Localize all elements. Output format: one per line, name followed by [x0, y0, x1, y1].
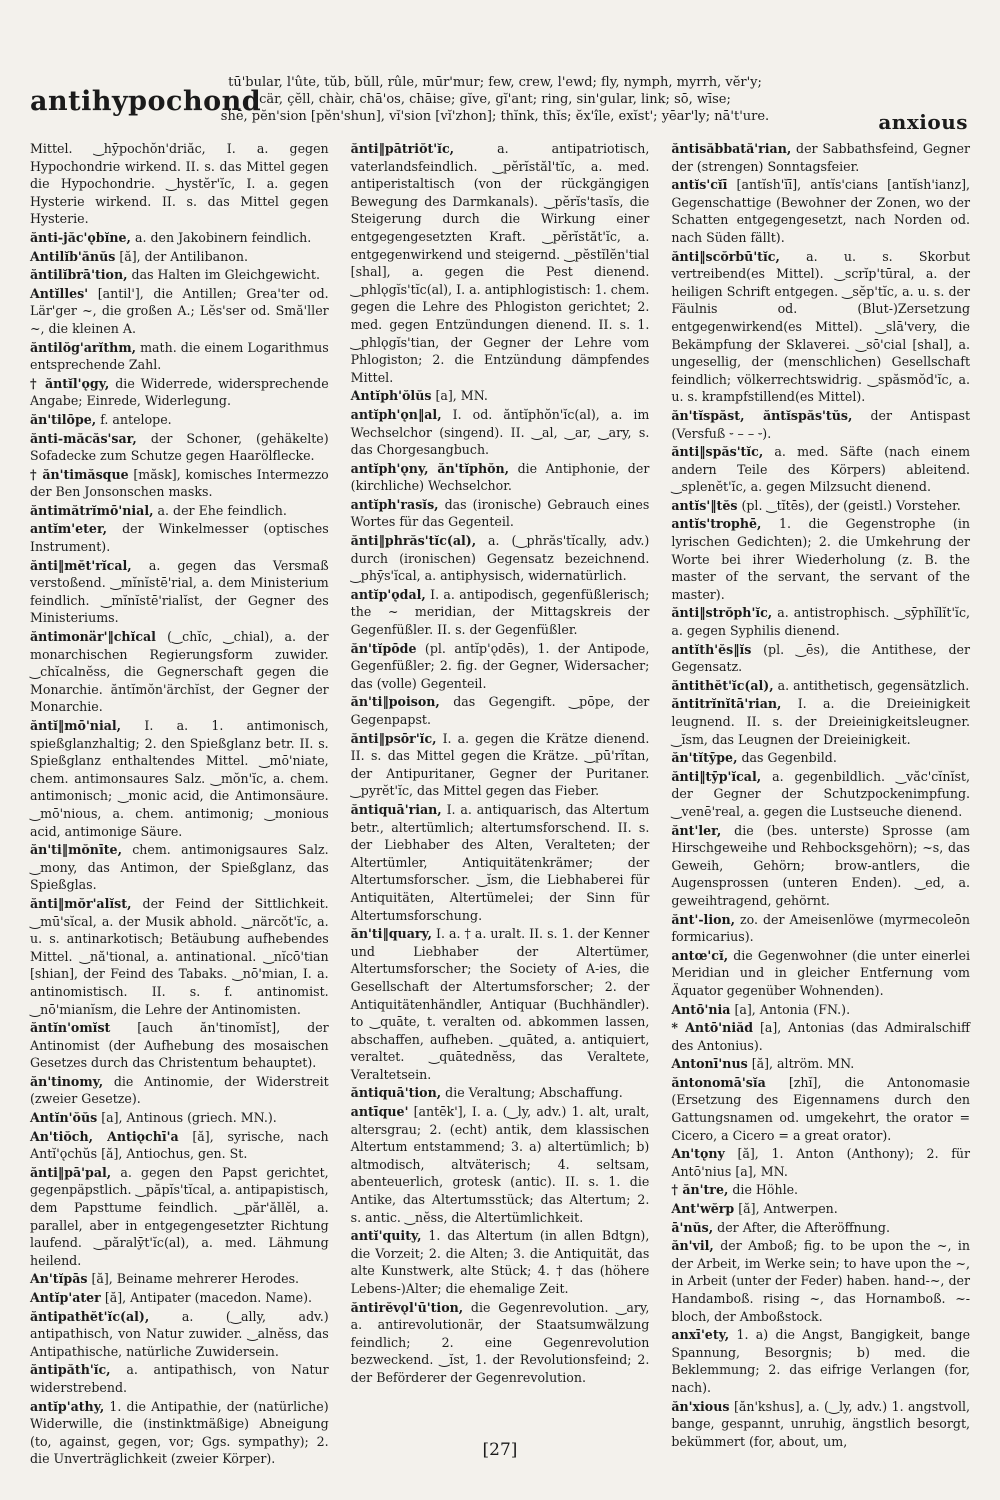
dictionary-entry: [30, 1019, 329, 1072]
entry-definition: [a], Antonias (das Admiralschiff des Antonius).: [671, 1020, 971, 1053]
entry-definition: [antēk'], I. a. (‿ly, adv.) 1. alt, uralt, altersgrau; 2. (echt) antik, dem klassischen Altertum entstammend; 3. a) altertümlich; b) altmodisch, altväterisch; 4. seltsam, abenteuerlich, grotesk (antic). II. s. 1. die Antike, das Altertumsstück; das Altertum; 2. s. antic. ‿nĕss, die Altertümlichkeit.: [350, 1104, 650, 1225]
entry-headword: ăntipathĕt'ĭc(al),: [30, 1308, 150, 1324]
dictionary-entry: [351, 1227, 650, 1297]
entry-definition: die Gegenwohner (die unter einerlei Meridian und in gleicher Entfernung vom Äquator gegenüber Wohnenden).: [671, 947, 971, 998]
entry-headword: ăntimătrĭmō'nial,: [30, 502, 154, 518]
entry-headword: Antĭp'ater: [30, 1290, 101, 1305]
dictionary-entry: [671, 768, 970, 821]
dictionary-entry: [671, 443, 970, 496]
dictionary-entry: [30, 285, 329, 338]
entry-headword: antĭp'ǫdal,: [350, 586, 426, 602]
dictionary-entry: [30, 1308, 329, 1361]
dictionary-entry: [351, 496, 650, 531]
entry-definition: der Schoner, (gehäkelte) Sofadecke zum Schutze gegen Haarölflecke.: [30, 430, 329, 464]
dictionary-entry: [351, 140, 650, 386]
entry-headword: ănti-măcăs'sar,: [30, 430, 137, 446]
entry-definition: die Widerrede, widersprechende Angabe; Einrede, Widerlegung.: [30, 375, 329, 409]
dictionary-entry: [671, 248, 970, 406]
entry-definition: zo. der Ameisenlöwe (myrmecoleōn formicarius).: [671, 911, 971, 945]
entry-definition: a. gegenbildlich. ‿văc'cĭnĭst, der Gegner der Schutzpockenimpfung. ‿venē'real, a. gegen die Lustseuche dienend.: [671, 768, 971, 819]
entry-definition: das (ironische) Gebrauch eines Wortes für das Gegenteil.: [350, 496, 650, 530]
entry-definition: a. den Jakobinern feindlich.: [134, 229, 312, 245]
entry-definition: a. antithetisch, gegensätzlich.: [777, 677, 970, 693]
entry-definition: [ă], der Antilibanon.: [119, 248, 248, 264]
dictionary-entry: [671, 1200, 970, 1218]
entry-headword: ăn'ti‖mŏnīte,: [30, 842, 122, 858]
entry-definition: (pl. antĭp'ǫdēs), 1. der Antipode, Gegenfüßler; 2. fig. der Gegner, Widersacher; das (volle) Gegenteil.: [350, 640, 650, 691]
column-right: [671, 140, 971, 1449]
entry-headword: ăn'tilōpe,: [30, 411, 97, 427]
column-left: [30, 140, 329, 1467]
entry-headword: ănti‖scŏrbū'tĭc,: [671, 248, 780, 264]
entry-definition: f. antelope.: [100, 411, 172, 427]
dictionary-entry: [30, 557, 329, 627]
entry-definition: 1. a) die Angst, Bangigkeit, bange Spannung, Besorgnis; b) med. die Beklemmung; 2. das eifrige Verlangen (for, nach).: [671, 1327, 971, 1395]
entry-headword: ănti‖tȳp'ĭcal,: [671, 768, 762, 784]
dictionary-entry: [351, 1103, 650, 1226]
entry-headword: ăn'xious: [671, 1398, 730, 1414]
entry-definition: [a], MN.: [435, 388, 488, 404]
entry-definition: 1. das Altertum (in allen Bdtgn), die Vorzeit; 2. die Alten; 3. die Antiquität, das alte Kunstwerk, alte Stück; 4. † das (höhere Lebens-)Alter; die ehemalige Zeit.: [350, 1228, 650, 1296]
dictionary-entry: [671, 677, 970, 695]
dictionary-entry: [671, 695, 970, 748]
entry-headword: ănt'-lion,: [671, 911, 736, 927]
dictionary-entry: [671, 1237, 970, 1325]
entry-definition: a. der Ehe feindlich.: [157, 502, 287, 518]
dictionary-entry: [671, 1074, 970, 1144]
entry-definition: der Amboß; fig. to be upon the ~, in der Arbeit, im Werke sein; to have upon the ~, in Arbeit (unter der Feder) haben. hand-~, der Handamboß. rising ~, das Hornamboß. ~-bloch, der Amboßstock.: [671, 1238, 971, 1324]
dictionary-entry: [30, 1073, 329, 1108]
entry-definition: I. a. antipodisch, gegenfüßlerisch; the ~ meridian, der Mittagskreis der Gegenfüßler. II. s. der Gegenfüßler.: [350, 586, 650, 638]
entry-headword: An'tĭpās: [30, 1271, 88, 1287]
dictionary-entry: [30, 1361, 329, 1396]
dictionary-entry: [671, 947, 970, 1000]
entry-headword: ănti‖mŏr'alĭst,: [30, 895, 132, 911]
entry-headword: Antō'nia: [671, 1001, 731, 1017]
dictionary-entry: [30, 411, 329, 429]
entry-definition: a. (‿ally, adv.) antipathisch, von Natur zuwider. ‿alnĕss, das Antipathische, natürliche Zuwidersein.: [30, 1308, 329, 1359]
dictionary-entry: [671, 604, 970, 639]
entry-definition: [antĭsh'ĭī], antĭs'cians [antĭsh'ianz], Gegenschattige (Bewohner der Zonen, wo der Schatten entgegengesetzt, nach Norden od. nach Süden fällt).: [671, 177, 971, 245]
entry-headword: ăn'tĭpōde: [350, 640, 417, 656]
entry-headword: ăntirĕvǫl'ū'tion,: [350, 1299, 464, 1315]
entry-definition: I. a. die Dreieinigkeit leugnend. II. s. der Dreieinigkeitsleugner. ‿ĭsm, das Leugnen der Dreieinigkeit.: [671, 696, 971, 747]
entry-definition: [ă], Antwerpen.: [738, 1201, 838, 1217]
entry-headword: ănti‖psōr'ĭc,: [350, 730, 437, 746]
entry-headword: ănti‖strŏph'ĭc,: [671, 605, 773, 621]
entry-definition: die Antiphonie, der (kirchliche) Wechselchor.: [350, 460, 650, 494]
entry-definition: I. od. ăntĭphŏn'ĭc(al), a. im Wechselchor (singend). II. ‿al, ‿ar, ‿ary, s. das Chorgesangbuch.: [350, 406, 650, 458]
dictionary-entry: [671, 407, 970, 442]
dictionary-entry: [351, 406, 650, 459]
entry-headword: ănt'ler,: [671, 822, 722, 838]
dictionary-entry: [30, 248, 329, 266]
dictionary-entry: [351, 460, 650, 495]
entry-headword: ăn'tĭtȳpe,: [671, 750, 738, 766]
entry-definition: [a], Antinous (griech. MN.).: [101, 1110, 277, 1126]
entry-definition: [ă], syrische, nach Antĭ'ǫchŭs [ă], Antiochus, gen. St.: [30, 1128, 329, 1162]
entry-headword: ăntitrĭnĭtā'rian,: [671, 696, 782, 712]
dictionary-entry: [351, 1084, 650, 1102]
dictionary-entry: [351, 532, 650, 585]
entry-headword: † ăn'tre,: [671, 1182, 729, 1198]
dictionary-entry: [30, 1128, 329, 1163]
dictionary-entry: [671, 1001, 970, 1019]
dictionary-entry: [351, 925, 650, 1083]
entry-headword: ănti‖phrăs'tĭc(al),: [350, 533, 477, 549]
entry-definition: (‿chĭc, ‿chial), a. der monarchischen Regierungsform zuwider. ‿chĭcalnĕss, die Gegnerschaft gegen die Monarchie. ăntĭmŏn'ärchĭst, der Gegner der Monarchie.: [30, 629, 329, 715]
dictionary-entry: [671, 1055, 970, 1073]
entry-definition: a. (‿phrăs'tĭcally, adv.) durch (ironischen) Gegensatz bezeichnend. ‿phȳs'ĭcal, a. antiphysisch, widernatürlich.: [350, 533, 650, 584]
dictionary-entry: [351, 387, 650, 405]
dictionary-entry: [351, 801, 650, 924]
entry-headword: antĭs'‖tĕs: [671, 497, 738, 513]
entry-definition: I. a. gegen die Krätze dienend. II. s. das Mittel gegen die Krätze. ‿pū'rĭtan, der Antipuritaner, Gegner der Puritaner. ‿pyrĕt'ĭc, das Mittel gegen das Fieber.: [350, 730, 650, 799]
dictionary-entry: [30, 339, 329, 374]
entry-headword: antĭph'ǫny, ăn'tĭphŏn,: [350, 460, 510, 476]
entry-headword: ăntilĭbrā'tion,: [30, 267, 128, 283]
dictionary-entry: [671, 176, 970, 246]
entry-headword: Antonī'nus: [671, 1056, 748, 1072]
entry-definition: (pl. ‿ēs), die Antithese, der Gegensatz.: [671, 641, 971, 675]
dictionary-entry: [30, 628, 329, 716]
entry-headword: ăn'tĭspăst, ăntĭspăs'tŭs,: [671, 407, 853, 423]
entry-definition: a. antipatriotisch, vaterlandsfeindlich. ‿pĕrĭstăl'tĭc, a. med. antiperistaltisch (von der rückgängigen Bewegung des Darmkanals). ‿pĕrĭs'tasĭs, die Steigerung durch die Wirkung einer entgegengesetzten Kraft. ‿pĕrĭstăt'ĭc, a. entgegenwirkend und steigernd. ‿pĕstĭlĕn'tial [shal], a. gegen die Pest dienend. ‿phlǫgĭs'tĭc(al), I. a. antiphlogistisch: 1. chem. gegen die Lehre des Phlogiston gerichtet; 2. med. gegen Entzündungen dienend. II. s. 1. ‿phlǫgĭs'tian, der Gegner der Lehre vom Phlogiston; 2. die Entzündung dämpfendes Mittel.: [350, 141, 650, 385]
entry-definition: die (bes. unterste) Sprosse (am Hirschgeweihe und Rehbocksgehörn); ~s, das Geweih, Gehörn; brow-antlers, die Augensprossen (unteren Enden). ‿ed, a. geweihtragend, gehörnt.: [671, 822, 971, 908]
right-guide-word: anxious: [878, 110, 968, 134]
entry-headword: ănti‖spăs'tĭc,: [671, 444, 764, 460]
entry-definition: 1. die Gegenstrophe (in lyrischen Gedichten); 2. die Umkehrung der Worte bei ihrer Wiederholung (z. B. the master of the servant, the servant of the master).: [671, 516, 971, 602]
dictionary-entry: [30, 895, 329, 1018]
entry-headword: ănti-jăc'ǫbĭne,: [30, 229, 131, 245]
entry-headword: ăn'vil,: [671, 1238, 714, 1254]
entry-definition: chem. antimonigsaures Salz. ‿mony, das Antimon, der Spießglanz, das Spießglas.: [30, 842, 329, 893]
entry-headword: Antĭph'ŏlŭs: [350, 388, 432, 404]
entry-headword: ăntimonär'‖chĭcal: [30, 629, 156, 645]
entry-definition: I. a. 1. antimonisch, spießglanzhaltig; 2. den Spießglanz betr. II. s. Spießglanz enthaltendes Mittel. ‿mō'niate, chem. antimonsaures Salz. ‿mŏn'ĭc, a. chem. antimonisch; ‿monic acid, die Antimonsäure. ‿mō'nious, a. chem. antimonig; ‿monious acid, antimonige Säure.: [30, 718, 329, 839]
entry-definition: Mittel. ‿hȳpochŏn'driăc, I. a. gegen Hypochondrie wirkend. II. s. das Mittel gegen die Hypochondrie. ‿hystĕr'ĭc, I. a. gegen Hysterie wirkend. II. s. das Mittel gegen Hysterie.: [30, 141, 329, 227]
entry-definition: a. gegen das Versmaß verstoßend. ‿mĭnĭstē'rial, a. dem Ministerium feindlich. ‿mĭnĭstē'rialĭst, der Gegner des Ministeriums.: [30, 557, 329, 626]
entry-definition: die Gegenrevolution. ‿ary, a. antirevolutionär, der Staatsumwälzung feindlich; 2. eine Gegenrevolution bezweckend. ‿ĭst, 1. der Revolutionsfeind; 2. der Beförderer der Gegenrevolution.: [350, 1299, 650, 1385]
entry-headword: ăntiquā'rian,: [350, 801, 442, 817]
pronunciation-key-line: shē, pĕn'sion [pĕn'shun], vĭ'sion [vĭ'zhon]; thĭnk, thĭs; ĕx'île, exĭst'; yēar'ly; nā't'ure.: [220, 109, 770, 124]
entry-definition: [ă], Beiname mehrerer Herodes.: [91, 1271, 300, 1287]
dictionary-entry: [671, 497, 970, 515]
entry-headword: ăntĭn'omĭst: [30, 1020, 111, 1036]
dictionary-entry: [30, 520, 329, 555]
entry-definition: [ă], altröm. MN.: [751, 1056, 855, 1072]
entry-definition: die Höhle.: [732, 1182, 799, 1198]
entry-headword: An'tǫny: [671, 1146, 725, 1162]
entry-headword: ănti‖mĕt'rĭcal,: [30, 557, 132, 573]
dictionary-entry: [671, 1181, 970, 1199]
dictionary-entry: [30, 717, 329, 840]
entry-headword: ăntipăth'ĭc,: [30, 1362, 111, 1378]
entry-headword: ăntithĕt'ĭc(al),: [671, 677, 774, 693]
entry-headword: † ăn'timăsque: [30, 466, 129, 482]
entry-headword: ăn'ti‖quary,: [350, 926, 432, 942]
dictionary-entry: [671, 1019, 970, 1054]
entry-definition: das Halten im Gleichgewicht.: [131, 267, 320, 283]
entry-definition: a. med. Säfte (nach einem andern Teile des Körpers) ableitend. ‿splenĕt'ĭc, a. gegen Milzsucht dienend.: [671, 444, 971, 495]
entry-headword: antĭs'trophē,: [671, 516, 762, 532]
entry-definition: das Gegenbild.: [741, 750, 837, 766]
entry-definition: math. die einem Logarithmus entsprechende Zahl.: [30, 339, 329, 373]
page-number: [27]: [482, 1440, 518, 1460]
entry-definition: a. gegen den Papst gerichtet, gegenpäpstlich. ‿păpĭs'tĭcal, a. antipapistisch, dem Papsttume feindlich. ‿păr'ăllĕl, a. parallel, aber in entgegengesetzter Richtung laufend. ‿păralȳt'ĭc(al), a. med. Lähmung heilend.: [30, 1164, 329, 1268]
dictionary-entry: [30, 140, 329, 228]
entry-definition: a. u. s. Skorbut vertreibend(es Mittel). ‿scrĭp'tūral, a. der heiligen Schrift entgegen. ‿sĕp'tĭc, a. u. s. der Fäulnis od. (Blut-)Zersetzung entgegenwirkend(es Mittel). ‿slā'very, die Bekämpfung der Sklaverei. ‿sō'cial [shal], a. ungesellig, der (menschlichen) Gesellschaft feindlich; völkerrechtswidrig. ‿spăsmŏd'ĭc, a. u. s. krampfstillend(es Mittel).: [671, 248, 971, 405]
entry-headword: ăntiquā'tion,: [350, 1085, 442, 1101]
dictionary-entry: [351, 693, 650, 728]
dictionary-entry: [30, 430, 329, 465]
dictionary-entry: [671, 140, 970, 175]
entry-definition: das Gegengift. ‿pōpe, der Gegenpapst.: [350, 694, 650, 727]
entry-headword: ăn'ti‖poison,: [350, 694, 440, 710]
entry-headword: anxī'ety,: [671, 1327, 730, 1343]
entry-definition: a. antistrophisch. ‿sȳphĭlĭt'ĭc, a. gegen Syphilis dienend.: [671, 605, 971, 639]
dictionary-entry: [30, 502, 329, 520]
entry-definition: [ă], Antipater (macedon. Name).: [104, 1290, 313, 1305]
column-middle: [351, 140, 650, 1430]
dictionary-entry: [30, 266, 329, 284]
dictionary-entry: [671, 911, 970, 946]
pronunciation-key-line: tū'bular, l'ûte, tŭb, bŭll, rûle, mūr'mur; few, crew, l'ewd; fly, nymph, myrrh, vĕr'y;: [228, 75, 762, 90]
entry-definition: [a], Antonia (FN.).: [734, 1001, 851, 1017]
entry-headword: Antilĭb'ănŭs: [30, 248, 116, 264]
dictionary-entry: [671, 515, 970, 603]
entry-definition: a. antipathisch, von Natur widerstrebend.: [30, 1362, 329, 1395]
dictionary-entry: [671, 1326, 970, 1396]
entry-headword: antīque': [350, 1104, 409, 1120]
dictionary-entry: [30, 1109, 329, 1127]
entry-headword: ā'nŭs,: [671, 1219, 714, 1235]
entry-definition: (pl. ‿tĭtēs), der (geistl.) Vorsteher.: [741, 497, 961, 513]
entry-definition: der After, die Afteröffnung.: [717, 1219, 890, 1235]
dictionary-entry: [30, 375, 329, 410]
entry-definition: die Antinomie, der Widerstreit (zweier Gesetze).: [30, 1073, 329, 1107]
entry-headword: antœ'cĭ,: [671, 947, 729, 963]
entry-headword: antĭph'ǫn‖al,: [350, 406, 442, 422]
left-guide-word: antihypochond: [30, 86, 262, 117]
entry-definition: I. a. antiquarisch, das Altertum betr., altertümlich; altertumsforschend. II. s. der Liebhaber des Alten, Veralteten; der Altertümler, Antiquitätenkrämer; der Altertumsforscher. ‿ĭsm, die Liebhaberei für Antiquitäten, Altertümelei; der Sinn für Altertumsforschung.: [350, 801, 650, 923]
dictionary-entry: [30, 1270, 329, 1288]
entry-definition: [antil'], die Antillen; Grea'ter od. Lär'ger ~, die großen A.; Lĕs'ser od. Smă'ller ~, die kleinen A.: [30, 285, 329, 336]
entry-headword: Ant'wĕrp: [671, 1201, 735, 1217]
entry-definition: [auch ăn'tinomĭst], der Antinomist (der Aufhebung des mosaischen Gesetzes durch das Christentum behauptet).: [30, 1020, 329, 1071]
entry-headword: ănti‖pā'pal,: [30, 1164, 112, 1180]
dictionary-entry: [671, 641, 970, 676]
dictionary-entry: [30, 466, 329, 501]
dictionary-entry: [30, 229, 329, 247]
dictionary-entry: [30, 841, 329, 894]
dictionary-entry: [351, 586, 650, 639]
entry-headword: antĭth'ĕs‖ĭs: [671, 641, 752, 657]
entry-headword: antĭ'quity,: [350, 1228, 422, 1244]
entry-headword: ăntilŏg'arĭthm,: [30, 339, 137, 355]
entry-definition: der Sabbathsfeind, Gegner der (strengen) Sonntagsfeier.: [671, 141, 971, 174]
entry-definition: [ă], 1. Anton (Anthony); 2. für Antō'nius [a], MN.: [671, 1146, 970, 1179]
entry-headword: Antĭn'ŏŭs: [30, 1110, 98, 1126]
entry-headword: ăn'tinomy,: [30, 1073, 104, 1089]
dictionary-entry: [671, 1145, 970, 1180]
entry-headword: ănti‖pātriŏt'ĭc,: [350, 141, 454, 156]
entry-definition: [ăn'kshus], a. (‿ly, adv.) 1. angstvoll, bange, gespannt, unruhig, ängstlich besorgt, bekümmert (for, about, um,: [671, 1398, 971, 1449]
page-header: [0, 0, 1000, 140]
dictionary-entry: [671, 749, 970, 767]
entry-definition: der Feind der Sittlichkeit. ‿mū'sĭcal, a. der Musik abhold. ‿närcŏt'ĭc, a. u. s. antinarkotisch; Betäubung aufhebendes Mittel. ‿nă'tional, a. antinational. ‿nĭcō'tian [shian], der Feind des Tabaks. ‿nō'mian, I. a. antinomistisch. II. s. f. antinomist. ‿nō'mianĭsm, die Lehre der Antinomisten.: [30, 895, 329, 1017]
entry-definition: 1. die Antipathie, der (natürliche) Widerwille, die (instinktmäßige) Abneigung (to, against, gegen, vor; Ggs. sympathy); 2. die Unverträglichkeit (zweier Körper).: [30, 1398, 329, 1467]
entry-headword: ăntonomā'sĭa: [671, 1074, 766, 1090]
entry-definition: I. a. † a. uralt. II. s. 1. der Kenner und Liebhaber der Altertümer, Altertumsforscher; the Society of A-ies, die Gesellschaft der Altertumsforscher; 2. der Antiquitätenhändler, Antiquar (Buchhändler). to ‿quāte, t. veralten od. abkommen lassen, abschaffen, aufheben. ‿quāted, a. antiquiert, veraltet. ‿quātednĕss, das Veraltete, Veraltetsein.: [350, 926, 650, 1082]
entry-headword: antĭph'rasĭs,: [350, 496, 439, 512]
entry-definition: der Winkelmesser (optisches Instrument).: [30, 521, 329, 555]
dictionary-entry: [351, 730, 650, 800]
entry-definition: der Antispast (Versfuß ⏑ – – ⏑).: [671, 407, 971, 441]
entry-headword: antĭm'eter,: [30, 521, 108, 537]
entry-headword: antĭs'cĭī: [671, 177, 728, 193]
entry-definition: [zhĭ], die Antonomasie (Ersetzung des Eigennamens durch den Gattungsnamen od. umgekehrt, the orator = Cicero, a Cicero = a great orator).: [671, 1074, 971, 1143]
pronunciation-key: [200, 74, 790, 125]
dictionary-entry: [30, 1164, 329, 1270]
entry-headword: An'tiŏch, Antiǫchī'a: [30, 1128, 179, 1144]
entry-headword: * Antō'niăd: [671, 1020, 754, 1036]
entry-headword: antĭp'athy,: [30, 1398, 105, 1414]
pronunciation-key-line: cär, çĕll, chàir, chā'os, chāise; gĭve, gĭ'ant; ring, sin'gular, link; sō, wīse;: [259, 92, 731, 107]
dictionary-entry: [30, 1289, 329, 1307]
dictionary-entry: [671, 1219, 970, 1237]
dictionary-entry: [351, 1299, 650, 1387]
entry-headword: Antĭlles': [30, 285, 89, 301]
entry-headword: ăntisăbbată'rian,: [671, 141, 792, 156]
entry-headword: † ăntĭl'ǫgy,: [30, 375, 110, 391]
dictionary-entry: [351, 640, 650, 693]
dictionary-entry: [671, 822, 970, 910]
entry-definition: die Veraltung; Abschaffung.: [445, 1085, 623, 1101]
entry-headword: ăntĭ‖mō'nial,: [30, 718, 122, 733]
entry-definition: [măsk], komisches Intermezzo der Ben Jonsonschen masks.: [30, 466, 329, 500]
